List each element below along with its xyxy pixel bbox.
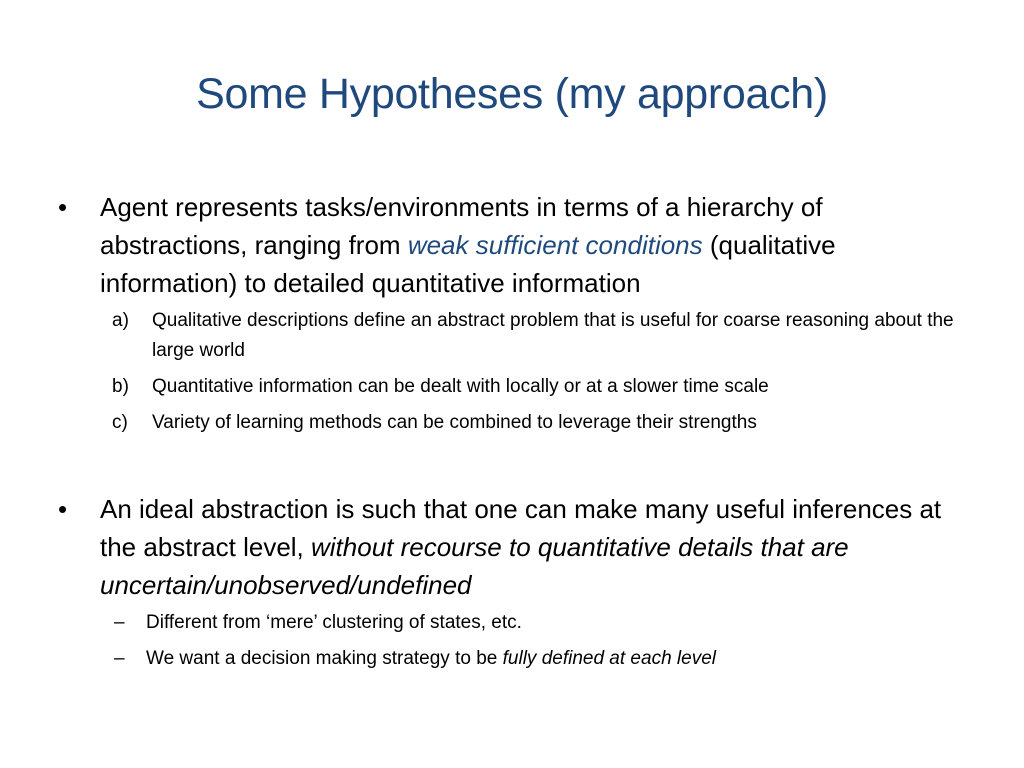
subitem-b-text: Quantitative information can be dealt with locally or at a slower time scale xyxy=(152,376,769,397)
subitem-marker: c) xyxy=(112,412,128,433)
dash-item-2 xyxy=(114,644,958,674)
dash-marker: – xyxy=(114,612,125,633)
subitem-c xyxy=(112,408,958,438)
subitem-a-text: Qualitative descriptions define an abstract problem that is useful for coarse reasoning about the large world xyxy=(152,310,954,361)
bullet-1-text: Agent represents tasks/environments in terms of a hierarchy of abstractions, ranging from xyxy=(100,192,823,260)
bullet-2-text: An ideal abstraction is such that one can make many useful inferences at the abstract level, xyxy=(100,494,942,562)
subitem-a xyxy=(112,306,958,366)
dash-item-2-emphasis: fully defined at each level xyxy=(502,648,716,669)
slide-content xyxy=(58,188,958,680)
bullet-1-text-after: (qualitative information) to detailed quantitative information xyxy=(100,230,836,298)
bullet-2-sublist xyxy=(114,608,958,674)
subitem-c-text: Variety of learning methods can be combined to leverage their strengths xyxy=(152,412,757,433)
bullet-2 xyxy=(58,490,958,604)
subitem-marker: b) xyxy=(112,376,129,397)
subitem-marker: a) xyxy=(112,310,129,331)
bullet-2-emphasis: without recourse to quantitative details that are uncertain/unobserved/undefined xyxy=(100,532,849,600)
bullet-1-sublist xyxy=(112,306,958,438)
dash-item-1 xyxy=(114,608,958,638)
bullet-marker: • xyxy=(58,192,68,222)
dash-item-2-text: We want a decision making strategy to be xyxy=(146,648,503,669)
bullet-1 xyxy=(58,188,958,302)
spacer xyxy=(58,444,958,490)
dash-marker: – xyxy=(114,648,125,669)
bullet-1-emphasis: weak sufficient conditions xyxy=(407,230,703,260)
slide-title: Some Hypotheses (my approach) xyxy=(196,70,828,118)
dash-item-1-text: Different from ‘mere’ clustering of states, etc. xyxy=(146,612,522,633)
subitem-b xyxy=(112,372,958,402)
bullet-marker: • xyxy=(58,494,68,524)
